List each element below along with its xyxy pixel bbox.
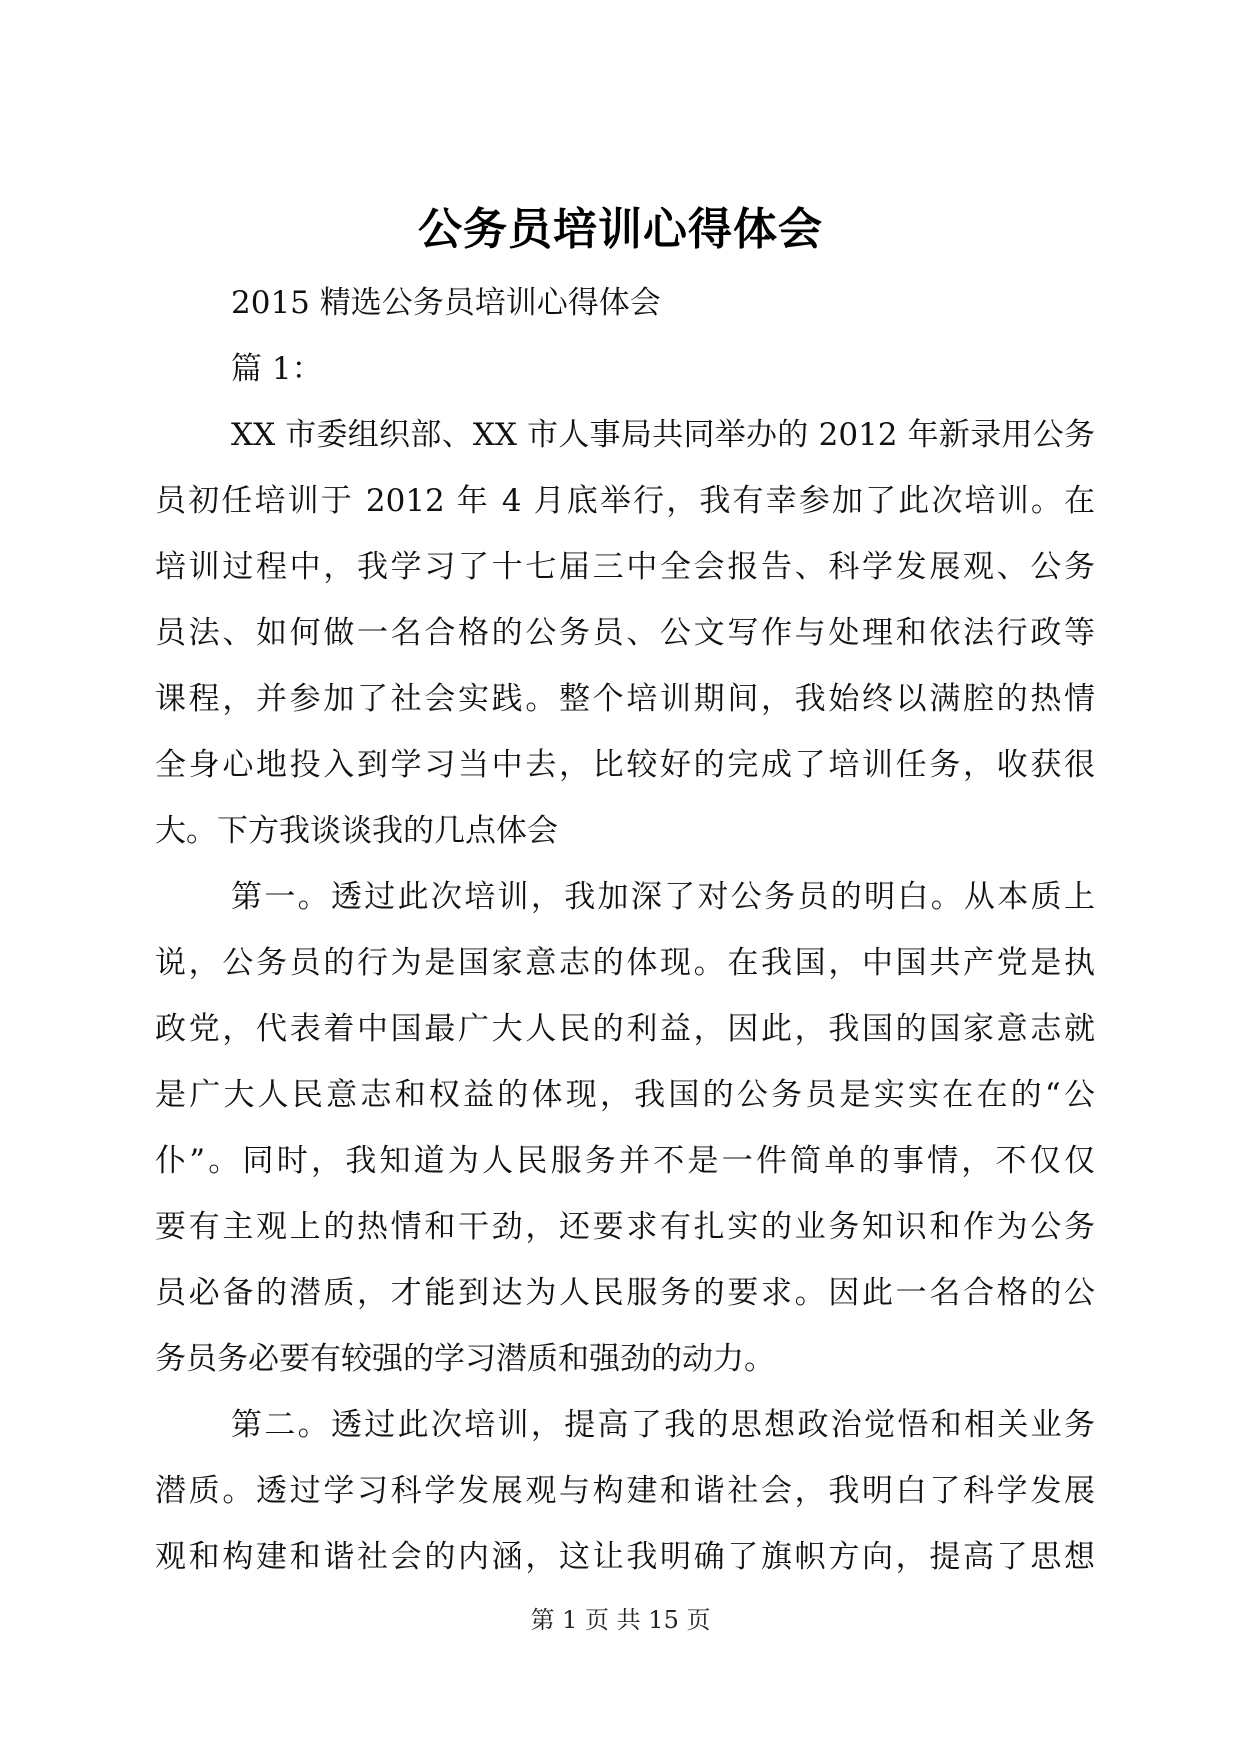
paragraph-line: 课程，并参加了社会实践。整个培训期间，我始终以满腔的热情 xyxy=(155,681,1095,717)
paragraph-line: 政党，代表着中国最广大人民的利益，因此，我国的国家意志就 xyxy=(155,1011,1095,1047)
paragraph-line: 观和构建和谐社会的内涵，这让我明确了旗帜方向，提高了思想 xyxy=(155,1539,1095,1575)
paragraph-line: 员必备的潜质，才能到达为人民服务的要求。因此一名合格的公 xyxy=(155,1275,1095,1311)
paragraph-1 xyxy=(155,402,1095,864)
document-body xyxy=(155,270,1095,1590)
document-title: 公务员培训心得体会 xyxy=(418,204,823,255)
page-number-footer: 第 1 页 共 15 页 xyxy=(530,1606,711,1634)
paragraph-line: 是广大人民意志和权益的体现，我国的公务员是实实在在的“公 xyxy=(155,1077,1095,1113)
document-subtitle: 2015 精选公务员培训心得体会 xyxy=(231,285,661,321)
paragraph-line: 第一。透过此次培训，我加深了对公务员的明白。从本质上 xyxy=(231,879,1095,915)
paragraph-line: 员初任培训于 2012 年 4 月底举行，我有幸参加了此次培训。在 xyxy=(155,483,1095,519)
paragraph-line: 说，公务员的行为是国家意志的体现。在我国，中国共产党是执 xyxy=(155,945,1095,981)
paragraph-line: 大。下方我谈谈我的几点体会 xyxy=(155,813,558,849)
section-label: 篇 1： xyxy=(231,351,323,387)
paragraph-line: 员法、如何做一名合格的公务员、公文写作与处理和依法行政等 xyxy=(155,615,1095,651)
paragraph-line: 第二。透过此次培训，提高了我的思想政治觉悟和相关业务 xyxy=(231,1407,1095,1443)
paragraph-line: 潜质。透过学习科学发展观与构建和谐社会，我明白了科学发展 xyxy=(155,1473,1095,1509)
paragraph-line: 要有主观上的热情和干劲，还要求有扎实的业务知识和作为公务 xyxy=(155,1209,1095,1245)
paragraph-line: 全身心地投入到学习当中去，比较好的完成了培训任务，收获很 xyxy=(155,747,1095,783)
paragraph-3 xyxy=(155,1392,1095,1590)
paragraph-line: 务员务必要有较强的学习潜质和强劲的动力。 xyxy=(155,1341,775,1377)
paragraph-line: XX 市委组织部、XX 市人事局共同举办的 2012 年新录用公务 xyxy=(231,417,1095,453)
paragraph-line: 仆”。同时，我知道为人民服务并不是一件简单的事情，不仅仅 xyxy=(155,1143,1095,1179)
paragraph-line: 培训过程中，我学习了十七届三中全会报告、科学发展观、公务 xyxy=(155,549,1095,585)
paragraph-2 xyxy=(155,864,1095,1392)
